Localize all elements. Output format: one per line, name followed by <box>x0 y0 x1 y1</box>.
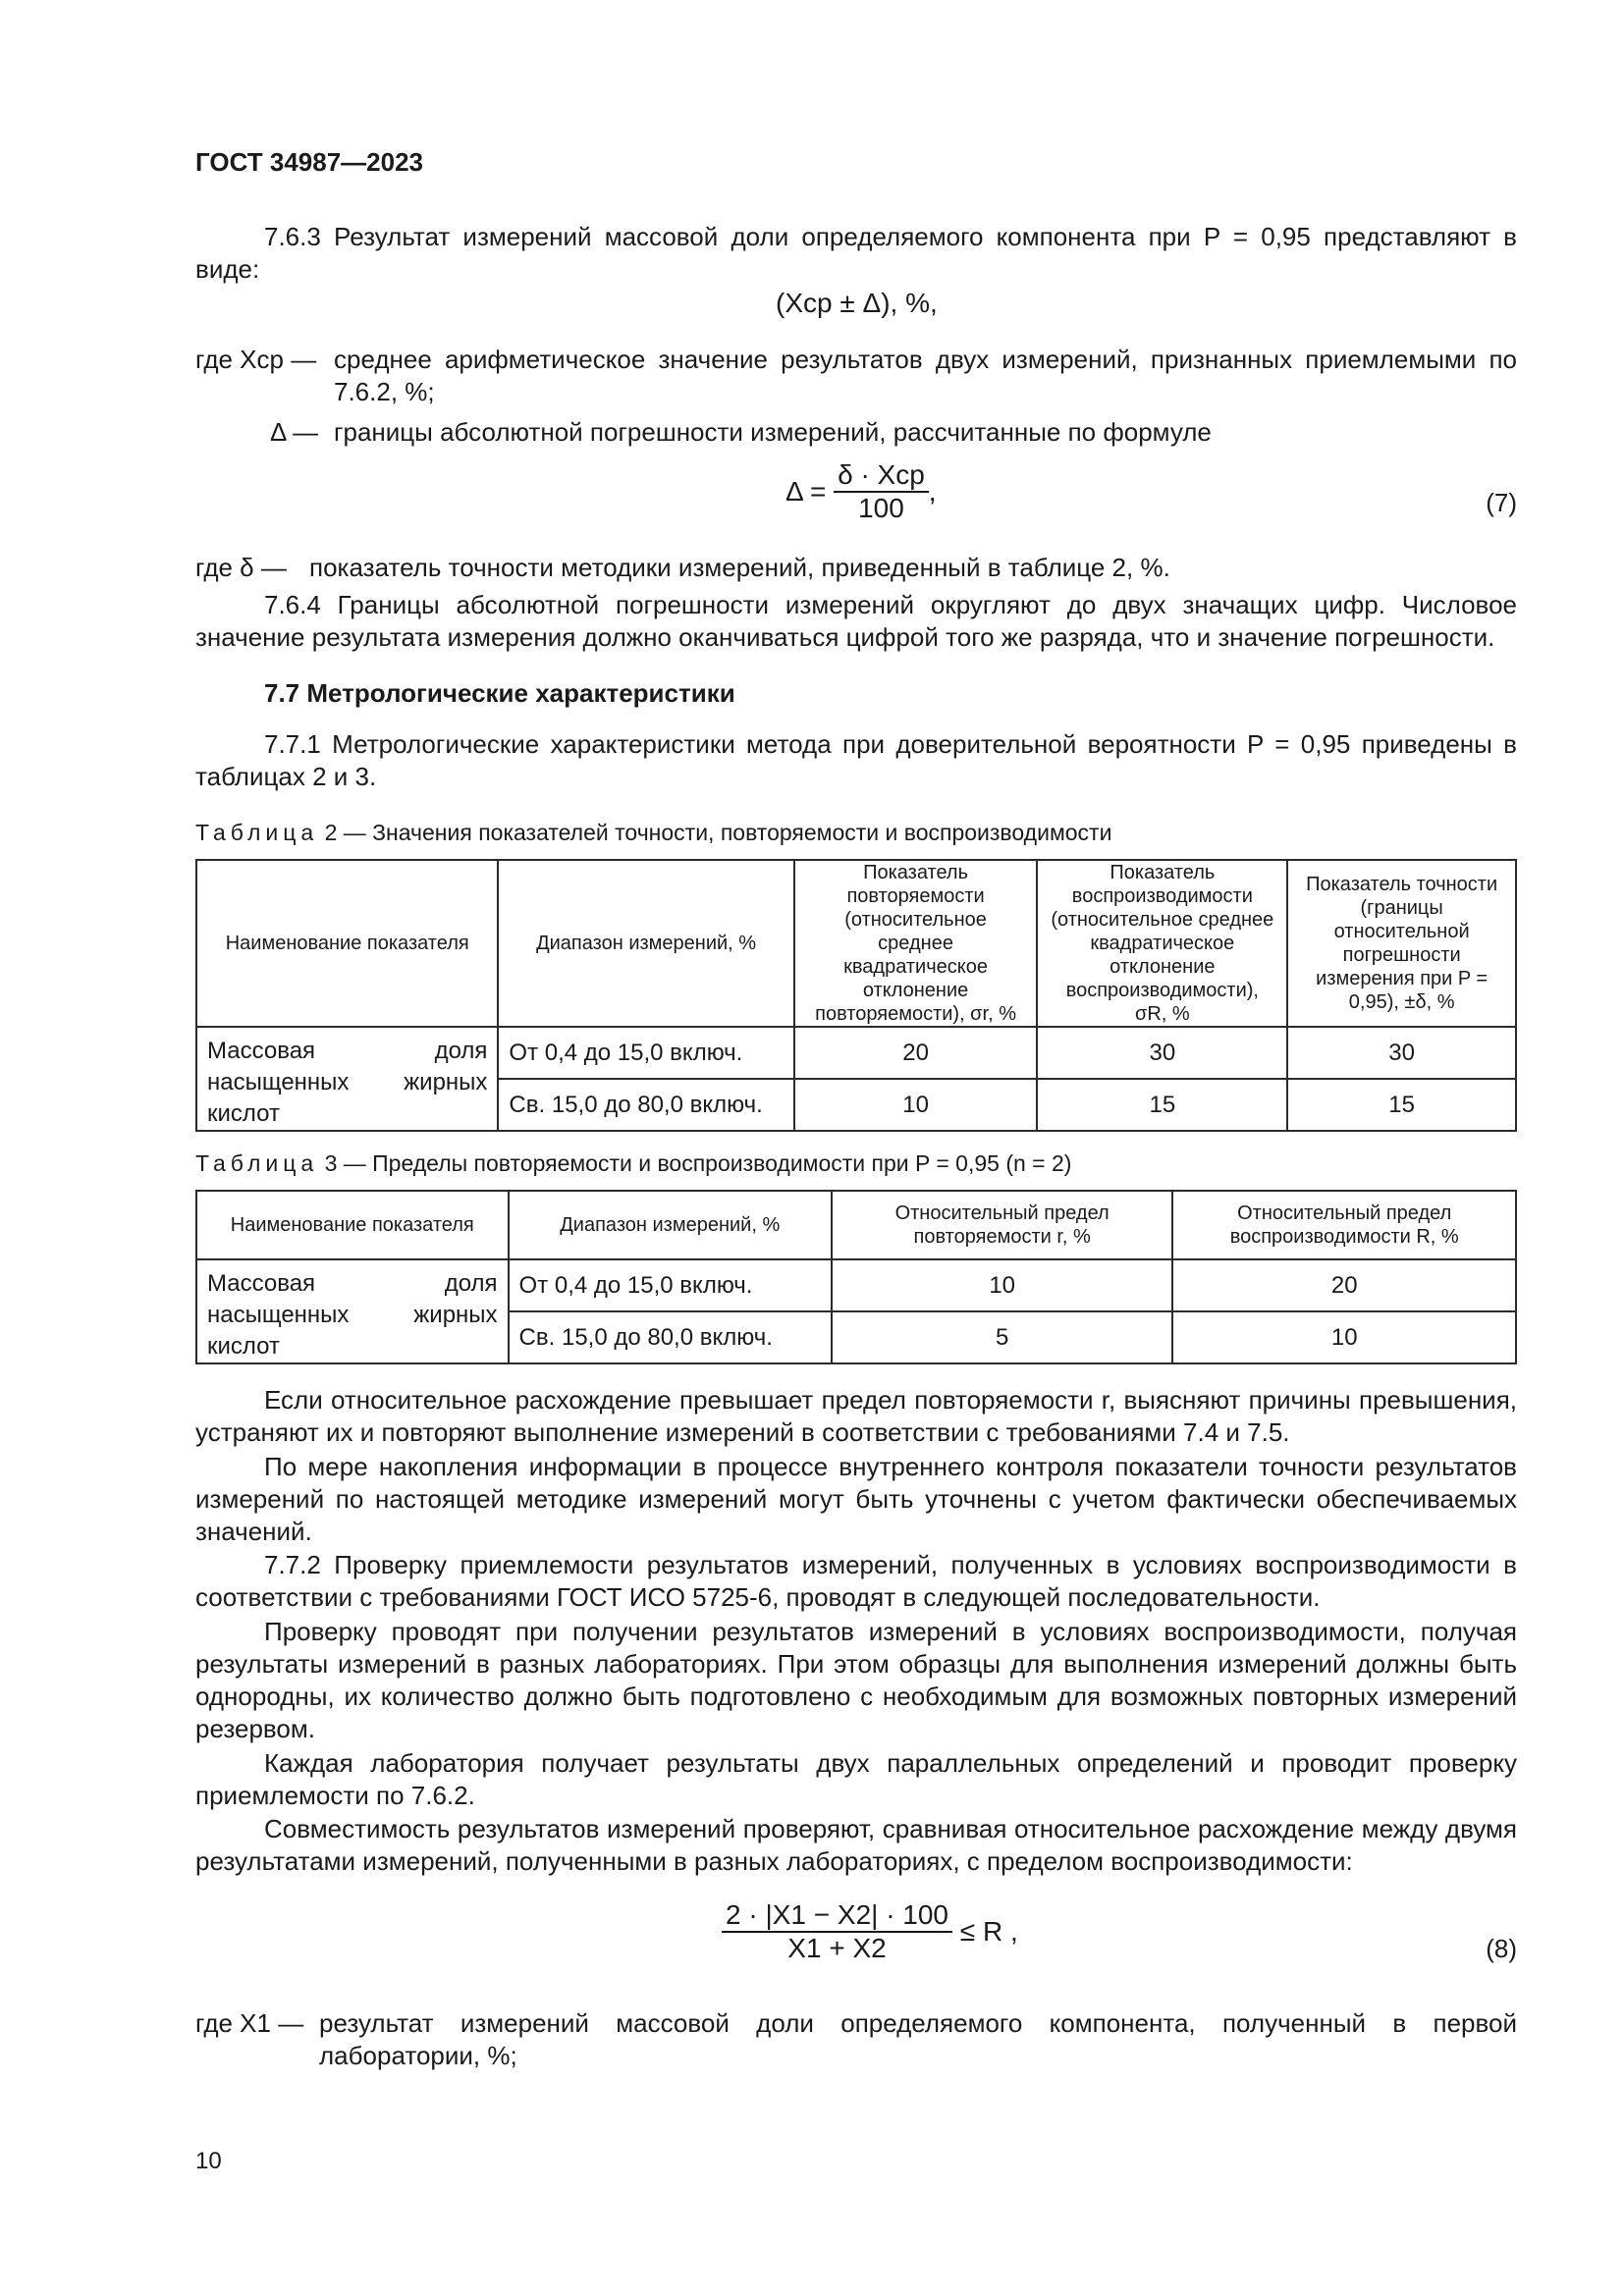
table2-header-indicator: Наименование показателя <box>196 860 498 1027</box>
table2-delta: 30 <box>1287 1027 1516 1079</box>
table3-indicator: Массовая доля насыщенных жирных кислот <box>196 1259 509 1363</box>
table3-range: Св. 15,0 до 80,0 включ. <box>509 1311 832 1363</box>
where-x1-text: результат измерений массовой доли определяемого компонента, полученный в первой лаборатории, %; <box>319 2008 1517 2070</box>
where-delta-small-text: показатель точности методики измерений, приведенный в таблице 2, %. <box>309 553 1170 582</box>
table2-delta: 15 <box>1287 1079 1516 1131</box>
table2-sr: 10 <box>794 1079 1038 1131</box>
page-number: 10 <box>195 2148 222 2174</box>
table2-header-repeatability: Показатель повторяемости (относительное среднее квадратическое отклонение повторяемости), σr, % <box>794 860 1038 1027</box>
where-xcp-term: где Xср — <box>195 345 317 374</box>
where-delta-term: Δ — <box>270 417 319 447</box>
para-compatibility: Совместимость результатов измерений проверяют, сравнивая относительное расхождение между двумя результатами измерений, полученными в разных лабораториях, с пределом воспроизводимости: <box>195 1814 1517 1876</box>
para-7-7-1: 7.7.1 Метрологические характеристики метода при доверительной вероятности P = 0,95 приведены в таблицах 2 и 3. <box>195 729 1517 791</box>
formula-8-numerator: 2 · |X1 − X2| · 100 <box>722 1899 952 1933</box>
table3-r: 10 <box>832 1259 1172 1311</box>
para-7-7-2: 7.7.2 Проверку приемлемости результатов измерений, полученных в условиях воспроизводимости в соответствии с требованиями ГОСТ ИСО 5725-6, проводят в следующей последовательности. <box>195 1550 1517 1612</box>
table2-caption-text: 2 — Значения показателей точности, повторяемости и воспроизводимости <box>324 820 1112 845</box>
where-delta-text: границы абсолютной погрешности измерений, рассчитанные по формуле <box>334 417 1212 447</box>
para-7-6-4: 7.6.4 Границы абсолютной погрешности измерений округляют до двух значащих цифр. Числовое значение результата измерения должно оканчиваться цифрой того же разряда, что и значение погрешности. <box>195 590 1517 652</box>
table3-header-repeatability-limit: Относительный предел повторяемости r, % <box>832 1191 1172 1259</box>
table3-header-indicator: Наименование показателя <box>196 1191 509 1259</box>
table2-header-reproducibility: Показатель воспроизводимости (относительное среднее квадратическое отклонение воспроизводимости), σR, % <box>1037 860 1287 1027</box>
para-7-6-3: 7.6.3 Результат измерений массовой доли определяемого компонента при P = 0,95 представляют в виде: <box>195 222 1517 284</box>
table2-caption-label: Таблица <box>195 820 319 845</box>
formula-7-tail: , <box>928 476 937 507</box>
section-7-7-heading: 7.7 Метрологические характеристики <box>264 678 735 708</box>
where-xcp-text: среднее арифметическое значение результатов двух измерений, признанных приемлемыми по 7.6.2, %; <box>334 345 1517 406</box>
table2-header-range: Диапазон измерений, % <box>498 860 793 1027</box>
table3-r: 5 <box>832 1311 1172 1363</box>
table3-caption <box>195 1150 1071 1177</box>
para-check-conditions: Проверку проводят при получении результатов измерений в условиях воспроизводимости, получая результаты измерений в разных лабораториях. При этом образцы для выполнения измерений должны быть однородны, их количество должно быть подготовлено с необходимым для возможных повторных измерений резервом. <box>195 1617 1517 1743</box>
formula-7-numerator: δ · Xср <box>834 459 929 493</box>
table-row <box>196 1027 1516 1079</box>
table2-sr: 20 <box>794 1027 1038 1079</box>
table-2 <box>195 859 1517 1132</box>
table2-range: Св. 15,0 до 80,0 включ. <box>498 1079 793 1131</box>
table2-sR: 30 <box>1037 1027 1287 1079</box>
table2-range: От 0,4 до 15,0 включ. <box>498 1027 793 1079</box>
table2-header-accuracy: Показатель точности (границы относительной погрешности измерения при P = 0,95), ±δ, % <box>1287 860 1516 1027</box>
table2-sR: 15 <box>1037 1079 1287 1131</box>
formula-8-denominator: X1 + X2 <box>787 1933 887 1963</box>
para-internal-control: По мере накопления информации в процессе внутреннего контроля показатели точности результатов измерений по настоящей методике измерений могут быть уточнены с учетом фактически обеспечиваемых значений. <box>195 1452 1517 1546</box>
formula-7-denominator: 100 <box>858 493 904 523</box>
formula-8-number: (8) <box>1486 1934 1517 1963</box>
table2-header-row <box>196 860 1516 1027</box>
formula-7-fraction <box>834 459 929 524</box>
formula-8-fraction <box>722 1899 952 1964</box>
table3-caption-text: 3 — Пределы повторяемости и воспроизводимости при P = 0,95 (n = 2) <box>324 1150 1072 1176</box>
table-row <box>196 1259 1516 1311</box>
formula-8 <box>722 1899 1018 1964</box>
table3-header-reproducibility-limit: Относительный предел воспроизводимости R, % <box>1172 1191 1516 1259</box>
where-x1-term: где X1 — <box>195 2008 304 2038</box>
formula-7-lhs: Δ = <box>785 476 827 507</box>
table3-header-row <box>196 1191 1516 1259</box>
standard-code: ГОСТ 34987—2023 <box>195 147 423 177</box>
table3-R: 20 <box>1172 1259 1516 1311</box>
formula-8-tail: ≤ R , <box>959 1916 1018 1947</box>
table3-range: От 0,4 до 15,0 включ. <box>509 1259 832 1311</box>
table-3 <box>195 1190 1517 1364</box>
table3-R: 10 <box>1172 1311 1516 1363</box>
para-each-lab: Каждая лаборатория получает результаты двух параллельных определений и проводит проверку приемлемости по 7.6.2. <box>195 1748 1517 1810</box>
table3-header-range: Диапазон измерений, % <box>509 1191 832 1259</box>
table3-caption-label: Таблица <box>195 1150 319 1176</box>
formula-7 <box>785 459 937 524</box>
where-delta-small-term: где δ — <box>195 553 287 582</box>
para-repeatability-exceed: Если относительное расхождение превышает предел повторяемости r, выясняют причины превышения, устраняют их и повторяют выполнение измерений в соответствии с требованиями 7.4 и 7.5. <box>195 1385 1517 1447</box>
formula-7-number: (7) <box>1486 488 1517 517</box>
table2-indicator: Массовая доля насыщенных жирных кислот <box>196 1027 498 1131</box>
result-form: (Xср ± Δ), %, <box>776 288 938 318</box>
table2-caption <box>195 820 1111 846</box>
